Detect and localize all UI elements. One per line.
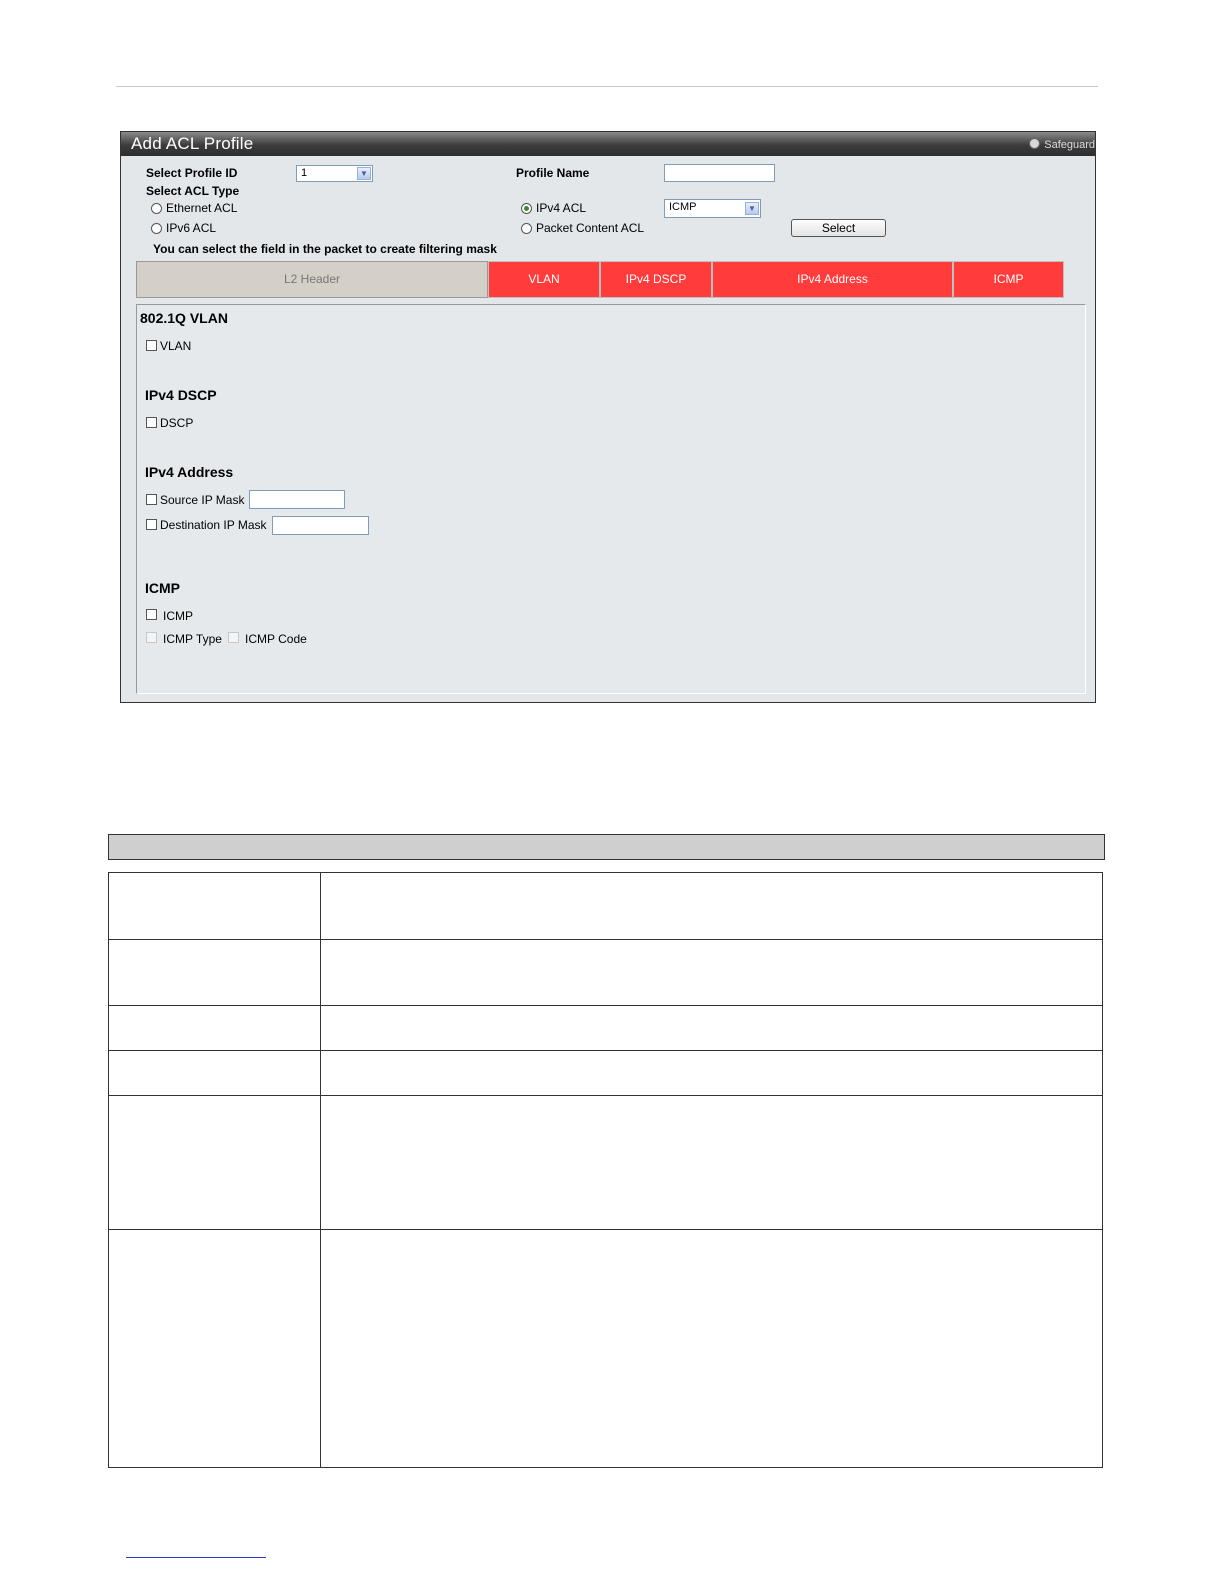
tab-icmp[interactable]: ICMP — [953, 261, 1064, 298]
profile-name-input[interactable] — [664, 164, 775, 182]
profile-id-select[interactable] — [296, 165, 373, 182]
title-bar — [121, 132, 1095, 156]
packet-content-acl-radio[interactable] — [521, 223, 532, 234]
profile-name-label: Profile Name — [516, 166, 590, 180]
packet-content-acl-label: Packet Content ACL — [536, 221, 645, 235]
table-row-divider — [109, 1095, 1102, 1096]
vlan-checkbox-label: VLAN — [160, 339, 192, 353]
icmp-section-title: ICMP — [145, 580, 180, 596]
table-row-divider — [109, 1229, 1102, 1230]
ipv4-acl-radio[interactable] — [521, 203, 532, 214]
table-column-divider — [320, 873, 321, 1467]
top-rule — [116, 86, 1098, 87]
vlan-checkbox[interactable] — [146, 340, 157, 351]
source-ip-mask-label: Source IP Mask — [160, 493, 245, 507]
footer-link-underline[interactable] — [126, 1557, 266, 1558]
window-title: Add ACL Profile — [131, 134, 254, 153]
tab-vlan[interactable]: VLAN — [488, 261, 600, 298]
tab-ipv4-address[interactable]: IPv4 Address — [712, 261, 953, 298]
dscp-checkbox-label: DSCP — [160, 416, 194, 430]
icmp-code-label: ICMP Code — [245, 632, 307, 646]
icmp-type-checkbox[interactable] — [146, 632, 157, 643]
ipv6-acl-label: IPv6 ACL — [166, 221, 217, 235]
icmp-type-label: ICMP Type — [163, 632, 222, 646]
chevron-down-icon[interactable]: ▼ — [357, 167, 371, 180]
vlan-section-title: 802.1Q VLAN — [140, 310, 228, 326]
table-header-bar — [108, 834, 1105, 860]
dscp-section-title: IPv4 DSCP — [145, 387, 217, 403]
destination-ip-mask-checkbox[interactable] — [146, 519, 157, 530]
filter-hint: You can select the field in the packet to create filtering mask — [153, 242, 497, 256]
description-table — [108, 872, 1103, 1468]
destination-ip-mask-input[interactable] — [272, 516, 369, 535]
tab-ipv4-dscp[interactable]: IPv4 DSCP — [600, 261, 712, 298]
mask-fields-panel — [136, 304, 1086, 694]
safeguard-indicator[interactable] — [1029, 138, 1095, 151]
safeguard-icon — [1029, 138, 1040, 149]
ipv4-acl-label: IPv4 ACL — [536, 201, 587, 215]
tab-l2-header[interactable]: L2 Header — [136, 261, 488, 298]
table-row-divider — [109, 1050, 1102, 1051]
address-section-title: IPv4 Address — [145, 464, 234, 480]
select-button[interactable]: Select — [791, 219, 886, 237]
icmp-checkbox[interactable] — [146, 609, 157, 620]
source-ip-mask-input[interactable] — [249, 490, 345, 509]
ipv6-acl-radio[interactable] — [151, 223, 162, 234]
add-acl-profile-window — [120, 131, 1096, 703]
protocol-value: ICMP — [669, 201, 697, 213]
window-content — [121, 156, 1095, 702]
protocol-select[interactable] — [664, 199, 761, 218]
ethernet-acl-radio[interactable] — [151, 203, 162, 214]
destination-ip-mask-label: Destination IP Mask — [160, 518, 267, 532]
icmp-checkbox-label: ICMP — [163, 609, 193, 623]
chevron-down-icon[interactable]: ▼ — [745, 202, 759, 215]
acl-type-label: Select ACL Type — [146, 184, 240, 198]
source-ip-mask-checkbox[interactable] — [146, 494, 157, 505]
ethernet-acl-label: Ethernet ACL — [166, 201, 238, 215]
dscp-checkbox[interactable] — [146, 417, 157, 428]
safeguard-label: Safeguard — [1044, 139, 1095, 151]
table-row-divider — [109, 939, 1102, 940]
icmp-code-checkbox[interactable] — [228, 632, 239, 643]
table-row-divider — [109, 1005, 1102, 1006]
profile-id-label: Select Profile ID — [146, 166, 238, 180]
profile-id-value: 1 — [301, 167, 308, 179]
